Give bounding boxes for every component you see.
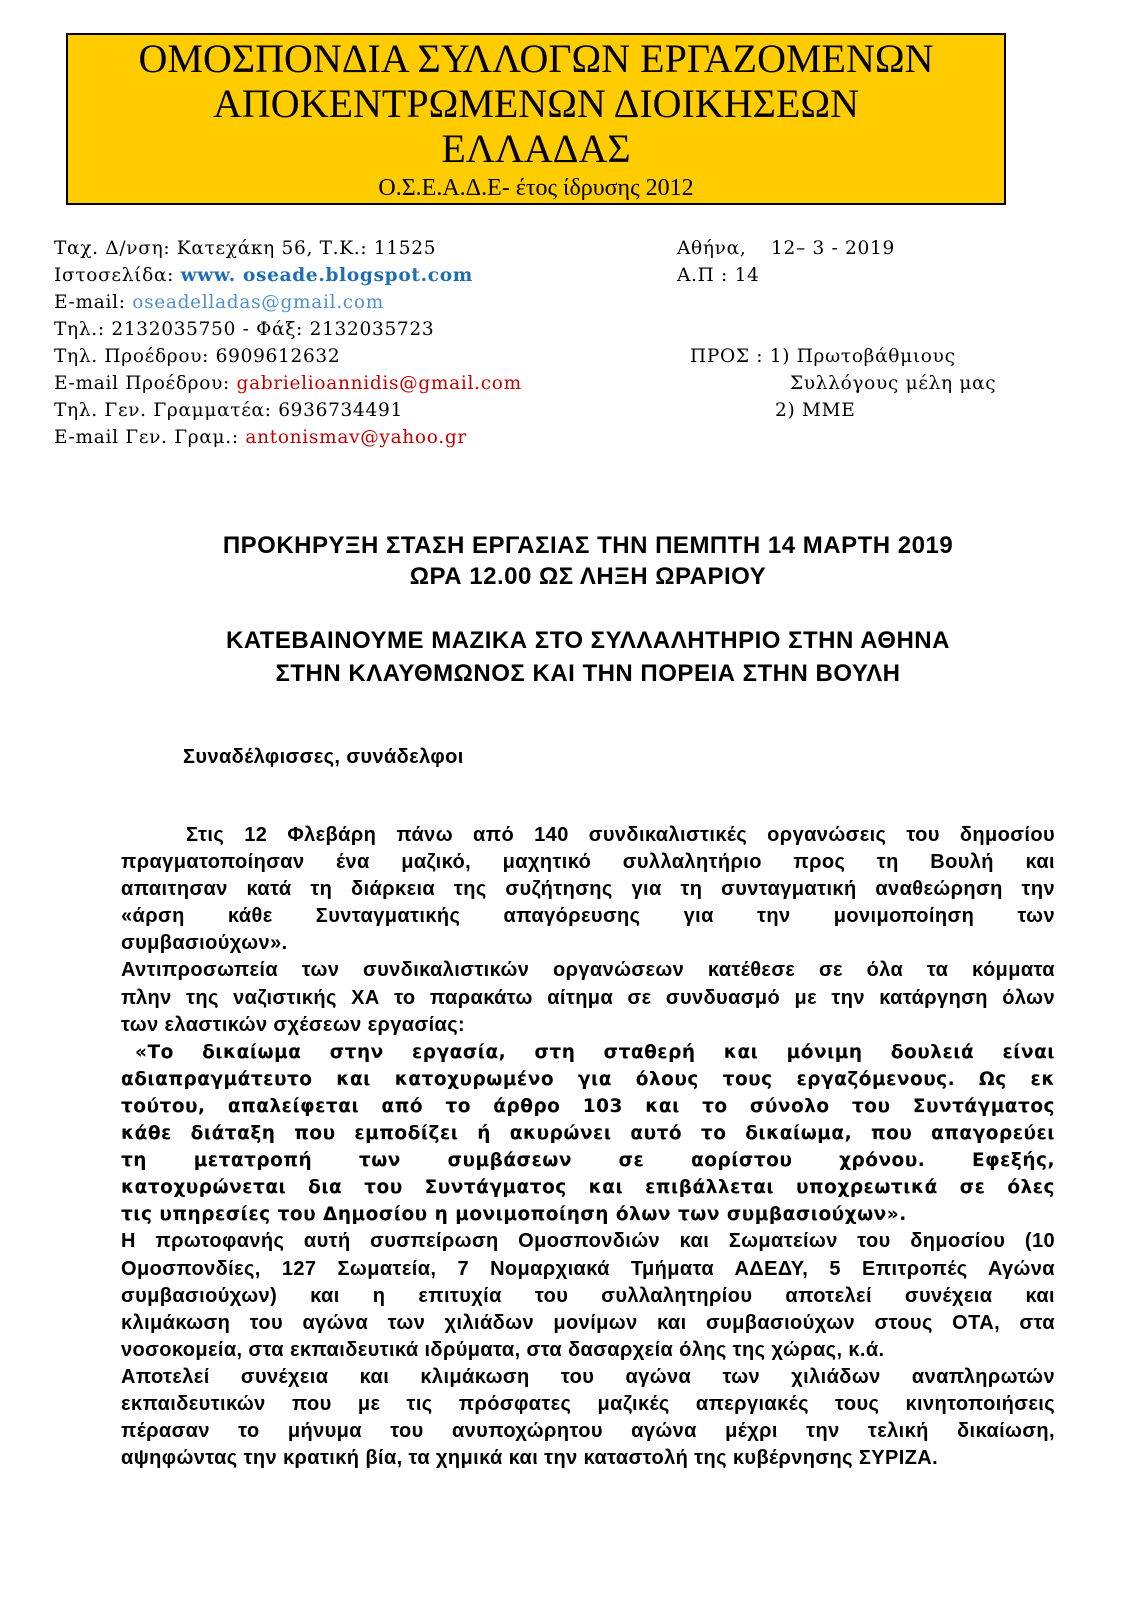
text-line: Ομοσπονδίες, 127 Σωματεία, 7 Νομαρχιακά Τμήματα ΑΔΕΔΥ, 5 Επιτροπές Αγώνα <box>121 1257 1055 1280</box>
text-line: κατοχυρώνεται δια του Συντάγματος και επιβάλλεται υποχρεωτικά σε όλες <box>121 1177 1055 1199</box>
strike-heading <box>121 530 1055 592</box>
place: Αθήνα, <box>677 238 747 259</box>
text-line: αψηφώντας την κρατική βία, τα χημικά και την καταστολή της κυβέρνησης ΣΥΡΙΖΑ. <box>121 1447 939 1470</box>
website-link[interactable]: www. oseade.blogspot.com <box>180 265 474 286</box>
org-title-line: ΕΛΛΑΔΑΣ <box>441 126 631 171</box>
paragraph-2 <box>121 957 1055 1038</box>
email-line <box>54 289 522 316</box>
text-line: Στις 12 Φλεβάρη πάνω από 140 συνδικαλιστικές οργανώσεις του δημοσίου <box>186 824 1055 846</box>
secretary-email-line <box>54 424 522 451</box>
recipient-1-continued: Συλλόγους μέλη μας <box>790 373 997 394</box>
date: 12– 3 - 2019 <box>771 238 895 259</box>
president-email-line <box>54 370 522 397</box>
text-line: «άρση κάθε Συνταγματικής απαγόρευσης για την μονιμοποίηση των <box>121 905 1055 928</box>
salutation: Συναδέλφισσες, συνάδελφοι <box>183 746 464 768</box>
text-line: «Το δικαίωμα στην εργασία, στη σταθερή και μόνιμη δουλειά είναι <box>135 1041 1055 1063</box>
org-title-line: ΟΜΟΣΠΟΝΔΙΑ ΣΥΛΛΟΓΩΝ ΕΡΓΑΖΟΜΕΝΩΝ <box>138 36 934 81</box>
text-line: αδιαπραγμάτευτο και κατοχυρωμένο για όλους τους εργαζόμενους. Ως εκ <box>121 1068 1055 1090</box>
text-line: συμβασιούχων) και η επιτυχία του συλλαλητηρίου αποτελεί συνέχεια και <box>121 1284 1055 1307</box>
email-label: E-mail: <box>54 292 126 313</box>
president-phone-line: Τηλ. Προέδρου: 6909612632 <box>54 346 341 367</box>
protocol-number: Α.Π : 14 <box>677 265 760 286</box>
text-line: Η πρωτοφανής αυτή συσπείρωση Ομοσπονδιών και Σωματείων του δημοσίου (10 <box>121 1230 1055 1253</box>
text-line: των ελαστικών σχέσεων εργασίας: <box>121 1013 466 1036</box>
heading-line: ΩΡΑ 12.00 ΩΣ ΛΗΞΗ ΩΡΑΡΙΟΥ <box>409 563 767 590</box>
text-line: συμβασιούχων». <box>121 932 288 955</box>
text-line: τούτου, απαλείφεται από το άρθρο 103 και το σύνολο του Συντάγματος <box>121 1095 1055 1117</box>
email-link[interactable]: oseadelladas@gmail.com <box>132 292 384 313</box>
phone-fax-line: Τηλ.: 2132035750 - Φάξ: 2132035723 <box>54 319 435 340</box>
header-box <box>66 33 1006 205</box>
text-line: κάθε διάταξη που εμποδίζει ή ακυρώνει αυτό το δικαίωμα, που απαγορεύει <box>121 1123 1055 1145</box>
contact-block <box>54 235 522 451</box>
text-line: Αποτελεί συνέχεια και κλιμάκωση του αγώνα των χιλιάδων αναπληρωτών <box>121 1365 1055 1388</box>
address-line: Ταχ. Δ/νση: Κατεχάκη 56, Τ.Κ.: 11525 <box>54 238 437 259</box>
rally-heading <box>121 624 1055 690</box>
text-line: νοσοκομεία, στα εκπαιδευτικά ιδρύματα, στα δασαρχεία όλης της χώρας, κ.ά. <box>121 1338 885 1361</box>
org-title-line: ΑΠΟΚΕΝΤΡΩΜΕΝΩΝ ΔΙΟΙΚΗΣΕΩΝ <box>213 81 859 126</box>
recipient-1: 1) Πρωτοβάθμιους <box>769 346 956 367</box>
website-line <box>54 262 522 289</box>
paragraph-4 <box>121 1228 1055 1363</box>
secretary-email-label: E-mail Γεν. Γραμ.: <box>54 427 239 448</box>
text-line: πραγματοποίησαν ένα μαζικό, μαχητικό συλλαλητήριο προς τη Βουλή και <box>121 851 1055 874</box>
demand-quote <box>121 1039 1055 1229</box>
recipients-line-1 <box>690 343 956 370</box>
paragraph-5 <box>121 1364 1055 1472</box>
secretary-email-link[interactable]: antonismav@yahoo.gr <box>245 427 467 448</box>
text-line: πέρασαν το μήνυμα του ανυποχώρητου αγώνα μέχρι την τελική δικαίωση, <box>121 1420 1055 1443</box>
secretary-phone-line: Τηλ. Γεν. Γραμματέα: 6936734491 <box>54 400 403 421</box>
text-line: τις υπηρεσίες του Δημοσίου η μονιμοποίηση όλων των συμβασιούχων». <box>121 1204 907 1226</box>
heading-line: ΚΑΤΕΒΑΙΝΟΥΜΕ ΜΑΖΙΚΑ ΣΤΟ ΣΥΛΛΑΛΗΤΗΡΙΟ ΣΤΗΝ ΑΘΗΝΑ <box>226 627 950 654</box>
heading-line: ΣΤΗΝ ΚΛΑΥΘΜΩΝΟΣ ΚΑΙ ΤΗΝ ΠΟΡΕΙΑ ΣΤΗΝ ΒΟΥΛΗ <box>275 660 901 687</box>
text-line: εκπαιδευτικών που με τις πρόσφατες μαζικές απεργιακές τους κινητοποιήσεις <box>121 1392 1055 1415</box>
letter-body <box>121 822 1055 1472</box>
president-email-label: E-mail Προέδρου: <box>54 373 230 394</box>
text-line: τη μετατροπή των συμβάσεων σε αορίστου χρόνου. Εφεξής, <box>121 1150 1055 1172</box>
paragraph-1 <box>121 822 1055 957</box>
text-line: Αντιπροσωπεία των συνδικαλιστικών οργανώσεων κατέθεσε σε όλα τα κόμματα <box>121 959 1055 982</box>
president-email-link[interactable]: gabrielioannidis@gmail.com <box>236 373 522 394</box>
org-subtitle: Ο.Σ.Ε.Α.Δ.Ε- έτος ίδρυσης 2012 <box>378 175 694 201</box>
website-label: Ιστοσελίδα: <box>54 265 175 286</box>
heading-line: ΠΡΟΚΗΡΥΞΗ ΣΤΑΣΗ ΕΡΓΑΣΙΑΣ ΤΗΝ ΠΕΜΠΤΗ 14 ΜΑΡΤΗ 2019 <box>222 532 954 559</box>
text-line: απαιτησαν κατά τη διάρκεια της συζήτησης για τη συνταγματική αναθεώρηση την <box>121 878 1055 901</box>
recipients-label: ΠΡΟΣ : <box>690 346 764 367</box>
recipient-2: 2) ΜΜΕ <box>775 400 856 421</box>
text-line: πλην της ναζιστικής ΧΑ το παρακάτω αίτημα σε συνδυασμό με την κατάργηση όλων <box>121 986 1055 1009</box>
text-line: κλιμάκωση του αγώνα των χιλιάδων μονίμων και συμβασιούχων στους ΟΤΑ, στα <box>121 1311 1055 1334</box>
